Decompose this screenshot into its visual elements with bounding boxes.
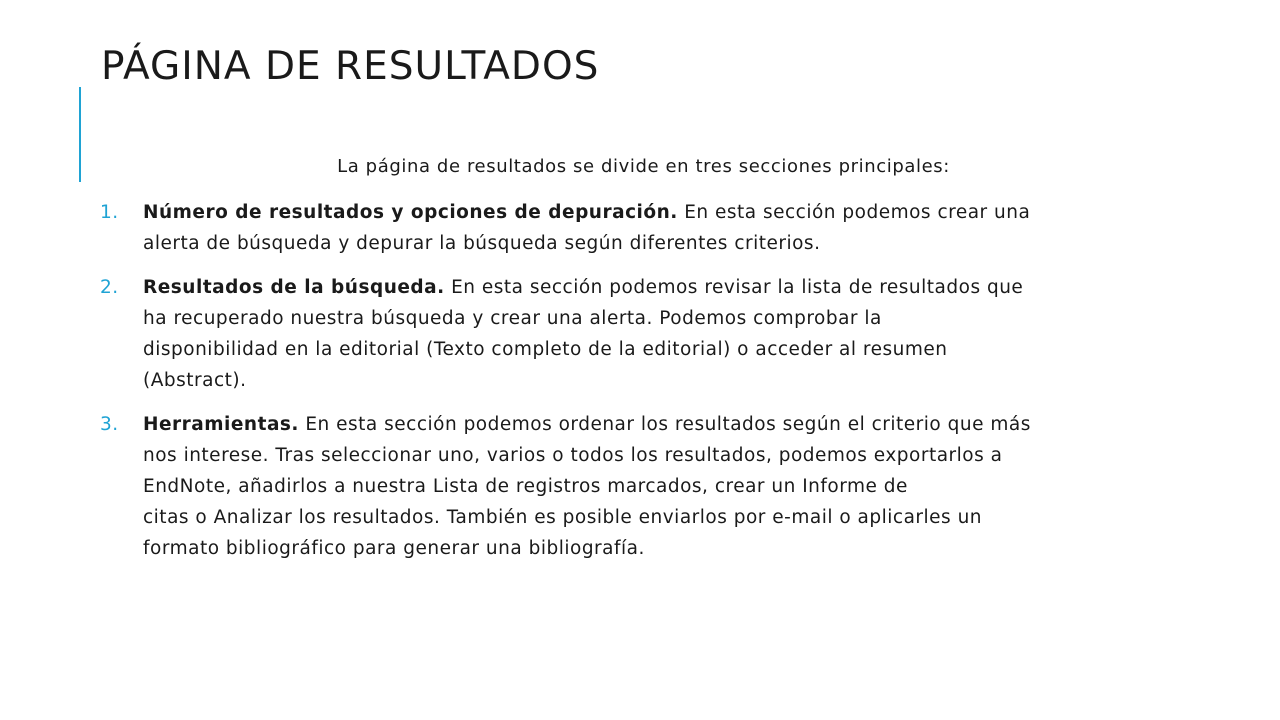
title-accent-bar [79,87,81,182]
list-item-line: formato bibliográfico para generar una bibliografía. [143,538,645,559]
list-item-text: En esta sección podemos revisar la lista de resultados que [444,277,1024,298]
list-item-line [143,409,1175,440]
list-item-line: (Abstract). [143,370,247,391]
sections-list [100,197,1175,577]
list-item-text: En esta sección podemos ordenar los resultados según el criterio que más [298,414,1031,435]
list-item-number: 1. [100,202,119,223]
list-item-number: 3. [100,414,119,435]
page-title: PÁGINA DE RESULTADOS [101,44,600,89]
list-item-term: Resultados de la búsqueda. [143,277,445,298]
intro-text: La página de resultados se divide en tres secciones principales: [337,156,950,177]
list-item-line: alerta de búsqueda y depurar la búsqueda según diferentes criterios. [143,233,821,254]
list-item-term: Herramientas. [143,414,299,435]
list-item-text: En esta sección podemos crear una [677,202,1031,223]
list-item-line [143,272,1175,303]
list-item-line: citas o Analizar los resultados. También es posible enviarlos por e-mail o aplicarles un [143,507,983,528]
list-item-line: EndNote, añadirlos a nuestra Lista de registros marcados, crear un Informe de [143,476,908,497]
list-item-number: 2. [100,277,119,298]
list-item-term: Número de resultados y opciones de depuración. [143,202,678,223]
list-item [100,197,1175,259]
list-item-line: ha recuperado nuestra búsqueda y crear una alerta. Podemos comprobar la [143,308,882,329]
list-item [100,272,1175,396]
list-item [100,409,1175,564]
list-item-line [143,197,1175,228]
list-item-line: disponibilidad en la editorial (Texto completo de la editorial) o acceder al resumen [143,339,948,360]
list-item-line: nos interese. Tras seleccionar uno, varios o todos los resultados, podemos exportarlos a [143,445,1003,466]
